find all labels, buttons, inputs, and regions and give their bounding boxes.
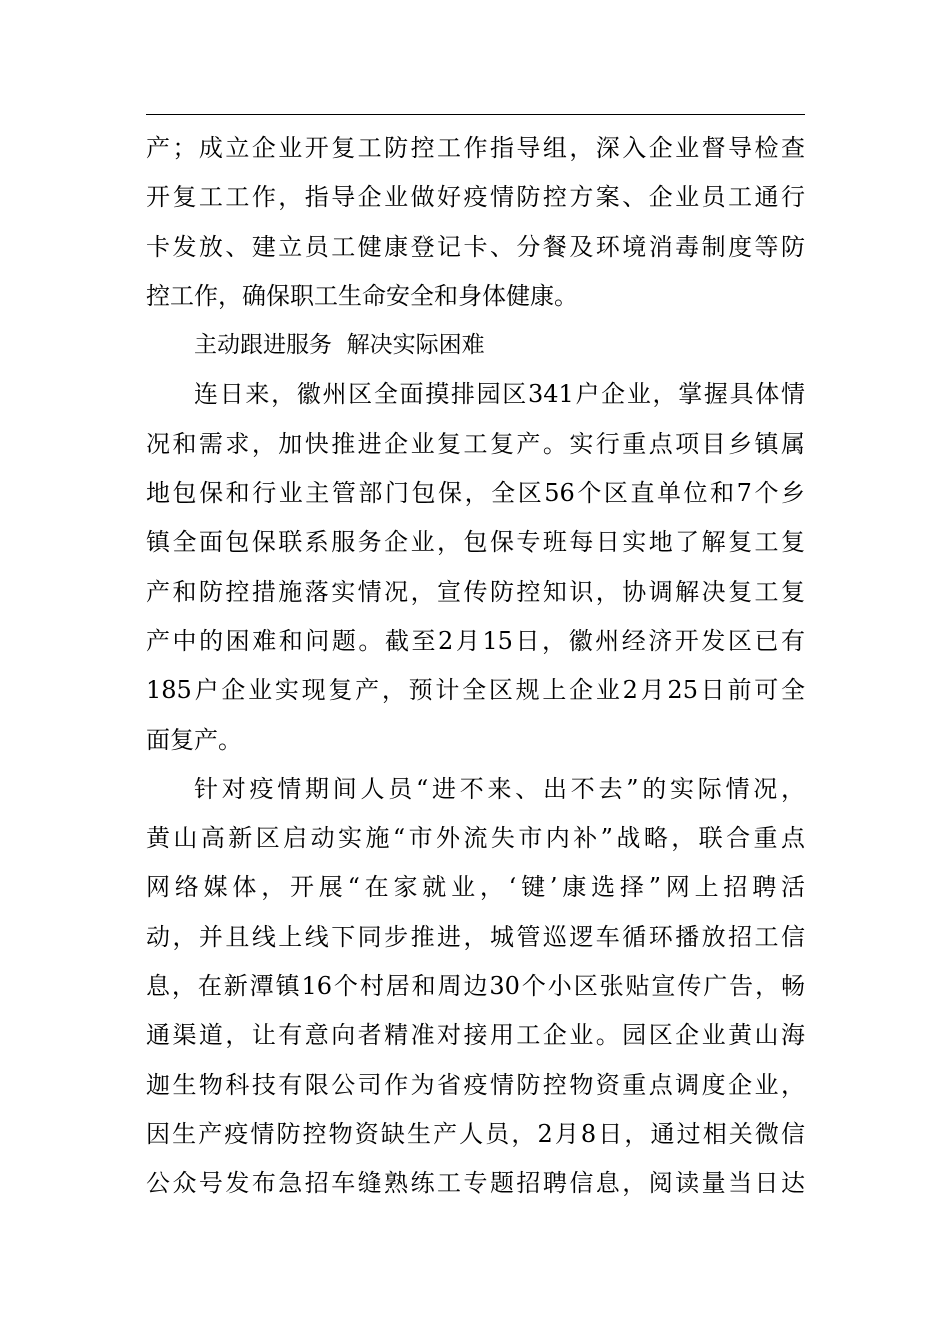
text-line: 况和需求，加快推进企业复工复产。实行重点项目乡镇属	[146, 429, 805, 458]
text-line: 连日来，徽州区全面摸排园区341户企业，掌握具体情	[194, 380, 805, 409]
text-line: 黄山高新区启动实施“市外流失市内补”战略，联合重点	[146, 824, 805, 853]
text-line: 产和防控措施落实情况，宣传防控知识，协调解决复工复	[146, 577, 805, 606]
text-line: 迦生物科技有限公司作为省疫情防控物资重点调度企业，	[146, 1070, 805, 1099]
section-heading: 主动跟进服务 解决实际困难	[194, 332, 485, 359]
text-line: 产中的困难和问题。截至2月15日，徽州经济开发区已有	[146, 626, 805, 655]
body-text	[146, 124, 805, 1209]
text-line: 公众号发布急招车缝熟练工专题招聘信息，阅读量当日达	[146, 1169, 805, 1198]
text-line: 因生产疫情防控物资缺生产人员，2月8日，通过相关微信	[146, 1119, 805, 1148]
header-rule	[146, 114, 805, 115]
text-line: 地包保和行业主管部门包保，全区56个区直单位和7个乡	[146, 479, 805, 508]
text-line: 卡发放、建立员工健康登记卡、分餐及环境消毒制度等防	[146, 232, 805, 261]
text-line: 息，在新潭镇16个村居和周边30个小区张贴宣传广告，畅	[146, 972, 805, 1001]
text-line: 开复工工作，指导企业做好疫情防控方案、企业员工通行	[146, 183, 805, 212]
text-line: 动，并且线上线下同步推进，城管巡逻车循环播放招工信	[146, 922, 805, 951]
text-line: 镇全面包保联系服务企业，包保专班每日实地了解复工复	[146, 528, 805, 557]
text-line: 控工作，确保职工生命安全和身体健康。	[146, 281, 578, 310]
text-line: 面复产。	[146, 725, 242, 754]
text-line: 产；成立企业开复工防控工作指导组，深入企业督导检查	[146, 134, 805, 162]
text-line: 网络媒体，开展“在家就业，‘键’康选择”网上招聘活	[146, 873, 805, 902]
text-line: 185户企业实现复产，预计全区规上企业2月25日前可全	[146, 676, 805, 705]
text-line: 通渠道，让有意向者精准对接用工企业。园区企业黄山海	[146, 1021, 805, 1050]
text-line: 针对疫情期间人员“进不来、出不去”的实际情况，	[194, 774, 805, 803]
